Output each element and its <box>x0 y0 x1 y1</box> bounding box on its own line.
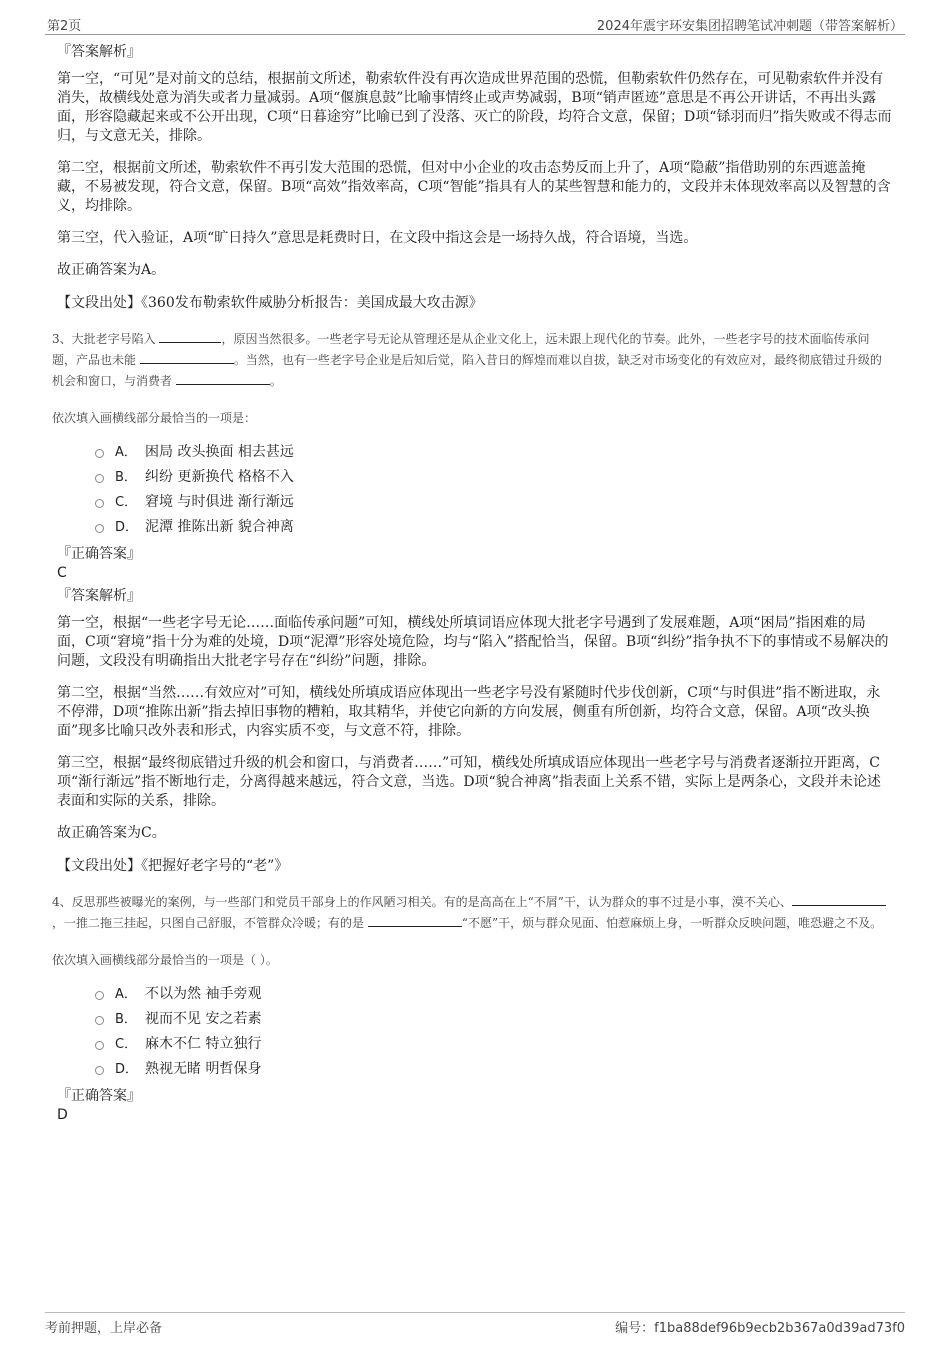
fill-blank <box>792 892 886 906</box>
page-number: 第2页 <box>47 19 82 34</box>
option-b[interactable]: B． 纠纷 更新换代 格格不入 <box>95 465 893 490</box>
document-title: 2024年震宇环安集团招聘笔试冲刺题（带答案解析） <box>596 19 903 34</box>
analysis-label: 『答案解析』 <box>57 588 141 604</box>
radio-icon[interactable] <box>95 524 104 533</box>
option-a[interactable]: A． 困局 改头换面 相去甚远 <box>95 440 893 465</box>
option-d[interactable]: D． 熟视无睹 明哲保身 <box>95 1057 893 1082</box>
question-prompt: 依次填入画横线部分最恰当的一项是（ ）。 <box>52 953 278 967</box>
document-code: 编号：f1ba88def96b9ecb2b367a0d39ad73f0 <box>615 1321 905 1336</box>
analysis-paragraph: 第三空，代入验证，A项“旷日持久”意思是耗费时日，在文段中指这会是一场持久战，符合语境，当选。 <box>57 230 698 246</box>
analysis-paragraph: 第一空，“可见”是对前文的总结，根据前文所述，勒索软件没有再次造成世界范围的恐慌，但勒索软件仍然存在，可见勒索软件并没有消失，故横线处意为消失或者力量减弱。A项“偃旗息鼓”比喻事情终止或声势减弱，B项“销声匿迹”意思是不再公开讲话，不再出头露面，形容隐藏起来或不公开出现，C项“日暮途穷”比喻已到了没落、灭亡的阶段，均符合文意，保留；D项“铩羽而归”指失败或不得志而归，与文意无关，排除。 <box>57 71 892 144</box>
analysis-paragraph: 第一空，根据“一些老字号无论……面临传承问题”可知，横线处所填词语应体现大批老字号遇到了发展难题，A项“困局”指困难的局面，C项“窘境”指十分为难的处境，D项“泥潭”形容处境危险，均与“陷入”搭配恰当，保留。B项“纠纷”指争执不下的事情或不易解决的问题，文段没有明确指出大批老字号存在“纠纷”问题，排除。 <box>57 615 889 669</box>
correct-answer-statement: 故正确答案为A。 <box>57 262 166 278</box>
option-c[interactable]: C． 窘境 与时俱进 渐行渐远 <box>95 490 893 515</box>
question-3-text: 3、大批老字号陷入 ，原因当然很多。一些老字号无论从管理还是从企业文化上，远未跟上现代化的节奏。此外，一些老字号的技术面临传承问题，产品也未能 。当然，也有一些老字号企业是后知后觉，陷入昔日的辉煌而难以自拔，缺乏对市场变化的有效应对，最终彻底错过升级的机会和窗口，与消费者 。 <box>52 329 893 392</box>
analysis-paragraph: 第二空，根据前文所述，勒索软件不再引发大范围的恐慌，但对中小企业的攻击态势反而上升了，A项“隐蔽”指借助别的东西遮盖掩藏，不易被发现，符合文意，保留。B项“高效”指效率高，C项“智能”指具有人的某些智慧和能力的，文段并未体现效率高以及智慧的含义，均排除。 <box>57 160 891 214</box>
analysis-paragraph: 第二空，根据“当然……有效应对”可知，横线处所填成语应体现出一些老字号没有紧随时代步伐创新，C项“与时俱进”指不断进取，永不停滞，D项“推陈出新”指去掉旧事物的糟粕，取其精华，并使它向新的方向发展，侧重有所创新，均符合文意，保留。A项“改头换面”现多比喻只改外表和形式，内容实质不变，与文意不符，排除。 <box>57 685 881 739</box>
answer-label: 『正确答案』 <box>57 546 141 562</box>
radio-icon[interactable] <box>95 991 104 1000</box>
fill-blank <box>159 329 221 343</box>
footer-note: 考前押题，上岸必备 <box>45 1321 163 1336</box>
radio-icon[interactable] <box>95 1066 104 1075</box>
radio-icon[interactable] <box>95 1041 104 1050</box>
page-header <box>45 12 905 35</box>
answer-value: C <box>57 565 67 581</box>
analysis-paragraph: 第三空，根据“最终彻底错过升级的机会和窗口，与消费者……”可知，横线处所填成语应体现出一些老字号与消费者逐渐拉开距离，C项“渐行渐远”指不断地行走，分离得越来越远，符合文意，当选。D项“貌合神离”指表面上关系不错，实际上是两条心，文段并未论述表面和实际的关系，排除。 <box>57 755 881 809</box>
answer-value: D <box>57 1107 68 1123</box>
radio-icon[interactable] <box>95 499 104 508</box>
correct-answer-statement: 故正确答案为C。 <box>57 825 166 841</box>
option-b[interactable]: B． 视而不见 安之若素 <box>95 1007 893 1032</box>
page-content <box>52 42 893 1124</box>
fill-blank <box>368 913 462 927</box>
fill-blank <box>140 350 234 364</box>
options-list <box>95 440 893 540</box>
question-4-text: 4、反思那些被曝光的案例，与一些部门和党员干部身上的作风陋习相关。有的是高高在上“不屑”干，认为群众的事不过是小事，漠不关心、，一推二拖三挂起，只图自己舒服，不管群众冷暖；有的是 “不愿”干，烦与群众见面、怕惹麻烦上身，一听群众反映问题，唯恐避之不及。 <box>52 892 893 934</box>
radio-icon[interactable] <box>95 1016 104 1025</box>
question-prompt: 依次填入画横线部分最恰当的一项是： <box>52 411 257 425</box>
option-a[interactable]: A． 不以为然 袖手旁观 <box>95 982 893 1007</box>
options-list <box>95 982 893 1082</box>
fill-blank <box>176 371 270 385</box>
option-c[interactable]: C． 麻木不仁 特立独行 <box>95 1032 893 1057</box>
source-citation: 【文段出处】《把握好老字号的“老”》 <box>57 858 289 874</box>
page-footer <box>45 1312 905 1337</box>
source-citation: 【文段出处】《360发布勒索软件威胁分析报告：美国成最大攻击源》 <box>57 295 483 311</box>
analysis-label: 『答案解析』 <box>57 44 141 60</box>
answer-label: 『正确答案』 <box>57 1088 141 1104</box>
option-d[interactable]: D． 泥潭 推陈出新 貌合神离 <box>95 515 893 540</box>
radio-icon[interactable] <box>95 474 104 483</box>
radio-icon[interactable] <box>95 449 104 458</box>
